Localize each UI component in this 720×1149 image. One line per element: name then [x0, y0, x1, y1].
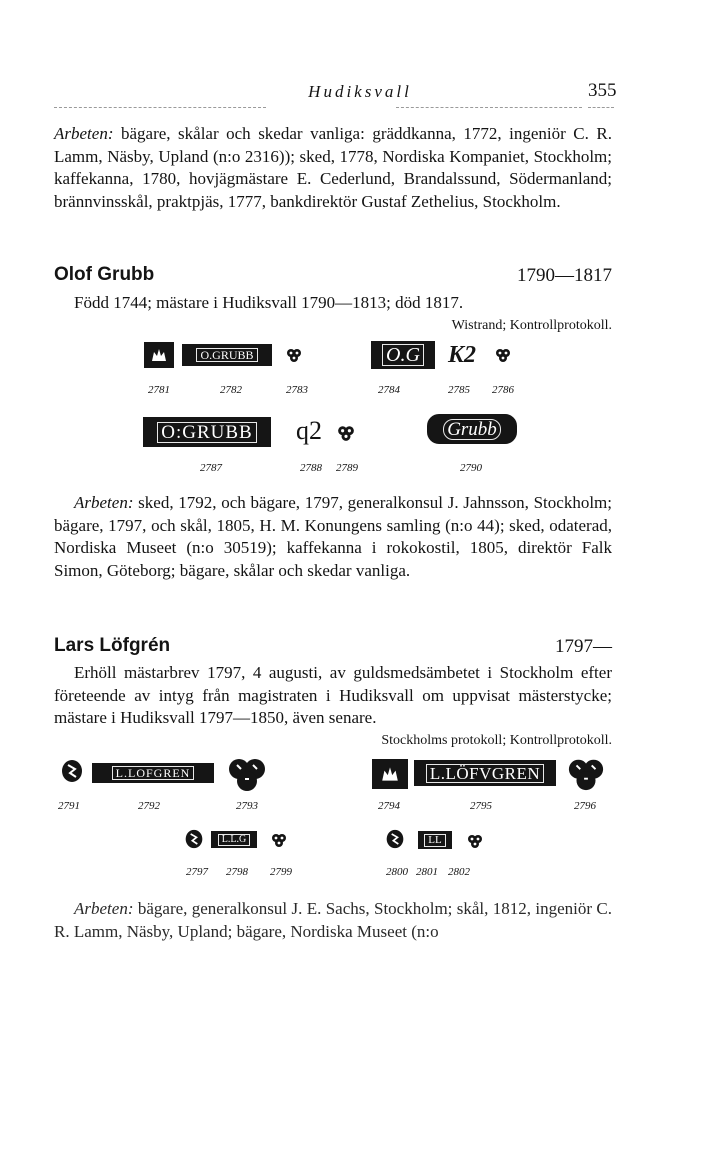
grubb-mark-2782-text: O.GRUBB	[196, 348, 257, 362]
mark-number: 2791	[58, 800, 80, 812]
mark-number: 2794	[378, 800, 400, 812]
grubb-mark-2787-text: O:GRUBB	[157, 422, 256, 443]
lofgren-mark-2795-text: L.LÖFVGREN	[426, 764, 544, 783]
lofgren-works-text: bägare, generalkonsul J. E. Sachs, Stockholm; skål, 1812, ingeniör C. R. Lamm, Näsby, Upland; bägare, Nordiska Museet (n:o	[54, 899, 612, 941]
lofgren-mark-2796	[566, 754, 606, 792]
trefoil-icon	[286, 348, 302, 362]
lofgren-mark-2792-text: L.LOFGREN	[112, 766, 195, 780]
mark-number: 2797	[186, 866, 208, 878]
lofgren-works-lead: Arbeten:	[74, 899, 134, 918]
mark-number: 2783	[286, 384, 308, 396]
grubb-mark-2781	[144, 342, 174, 368]
lofgren-mark-2798-text: L.L.G	[218, 834, 250, 846]
grubb-mark-2790	[427, 414, 517, 444]
mark-number: 2801	[416, 866, 438, 878]
intro-paragraph	[54, 123, 612, 213]
lofgren-mark-2795	[414, 760, 556, 786]
mark-number: 2795	[470, 800, 492, 812]
mark-number: 2799	[270, 866, 292, 878]
intro-lead: Arbeten:	[54, 124, 114, 143]
mark-number: 2800	[386, 866, 408, 878]
mark-number: 2787	[200, 462, 222, 474]
mark-number: 2784	[378, 384, 400, 396]
lofgren-mark-2793	[226, 754, 268, 792]
lofgren-mark-2800	[384, 826, 406, 852]
mark-number: 2785	[448, 384, 470, 396]
lofgren-name: Lars Löfgrén	[54, 635, 171, 656]
grubb-mark-2786	[494, 346, 512, 364]
lofgren-mark-2801-text: LL	[424, 834, 445, 847]
intro-text: bägare, skålar och skedar vanliga: gräddkanna, 1772, ingeniör C. R. Lamm, Näsby, Upland (n:o 2316)); sked, 1778, Nordiska Kompaniet, Stockholm; kaffekanna, 1780, hovjägmästare E. Cederlund, Brandalssund, Södermanland; brännvinsskål, praktpjäs, 1777, bankdirektör Gustaf Zethelius, Stockholm.	[54, 124, 612, 211]
lofgren-mark-2791	[58, 758, 86, 784]
mark-number: 2789	[336, 462, 358, 474]
mark-number: 2786	[492, 384, 514, 396]
grubb-works-lead: Arbeten:	[74, 493, 134, 512]
grubb-mark-2787	[143, 417, 271, 447]
grubb-mark-2785: K2	[447, 341, 476, 368]
lofgren-years: 1797—	[555, 636, 612, 657]
lofgren-mark-2797	[182, 826, 206, 852]
oval-symbol-icon	[60, 759, 84, 783]
oval-symbol-icon	[385, 827, 405, 851]
lofgren-works	[54, 898, 612, 943]
grubb-bio: Född 1744; mästare i Hudiksvall 1790—1813; död 1817.	[74, 293, 464, 312]
lofgren-mark-2794	[372, 759, 408, 789]
page-number: 355	[588, 80, 617, 101]
grubb-mark-2789	[336, 424, 356, 442]
lofgren-mark-2801	[418, 831, 452, 849]
grubb-mark-2782	[182, 344, 272, 366]
lofgren-source: Stockholms protokoll; Kontrollprotokoll.	[381, 733, 612, 748]
crowned-trefoil-icon	[227, 755, 267, 791]
grubb-mark-2790-text: Grubb	[443, 419, 501, 440]
lofgren-mark-2799	[270, 831, 288, 849]
crowned-symbol-icon	[378, 764, 402, 784]
trefoil-icon	[271, 833, 287, 847]
mark-number: 2793	[236, 800, 258, 812]
trefoil-icon	[337, 425, 355, 441]
lofgren-bio: Erhöll mästarbrev 1797, 4 augusti, av guldsmedsämbetet i Stockholm efter företeende av intyg från magistraten i Hudiksvall om uppvisat mästerstycke; mästare i Hudiksvall 1797—1850, även senare.	[54, 663, 612, 728]
grubb-works	[54, 492, 612, 582]
page-number-rule	[588, 107, 614, 108]
trefoil-icon	[467, 834, 483, 848]
grubb-works-text: sked, 1792, och bägare, 1797, generalkonsul J. Jahnsson, Stockholm; bägare, 1797, och skål, 1805, H. M. Konungens samling (n:o 44); sked, odaterad, Nordiska Museet (n:o 30519); kaffekanna i rokokostil, 1805, direktör Falk Simon, Göteborg; bägare, skålar och skedar vanliga.	[54, 493, 612, 580]
mark-number: 2792	[138, 800, 160, 812]
mark-number: 2802	[448, 866, 470, 878]
mark-number: 2798	[226, 866, 248, 878]
grubb-mark-2784	[371, 341, 435, 369]
mark-number: 2790	[460, 462, 482, 474]
running-head: Hudiksvall	[308, 82, 412, 101]
header-rule-right	[396, 107, 582, 108]
grubb-mark-2783	[285, 346, 303, 364]
lofgren-mark-2792	[92, 763, 214, 783]
grubb-mark-2788: q2	[296, 416, 322, 445]
header-rule-left	[54, 107, 266, 108]
crowned-trefoil-icon	[567, 755, 605, 791]
mark-number: 2788	[300, 462, 322, 474]
lofgren-mark-2802	[466, 832, 484, 850]
grubb-mark-2784-text: O.G	[382, 344, 424, 366]
lofgren-mark-2798	[211, 831, 257, 848]
grubb-source: Wistrand; Kontrollprotokoll.	[451, 318, 612, 333]
mark-number: 2796	[574, 800, 596, 812]
mark-number: 2782	[220, 384, 242, 396]
grubb-name: Olof Grubb	[54, 264, 155, 285]
trefoil-icon	[495, 348, 511, 362]
crowned-symbol-icon	[149, 346, 169, 364]
mark-number: 2781	[148, 384, 170, 396]
grubb-years: 1790—1817	[517, 265, 612, 286]
oval-symbol-icon	[184, 827, 204, 851]
